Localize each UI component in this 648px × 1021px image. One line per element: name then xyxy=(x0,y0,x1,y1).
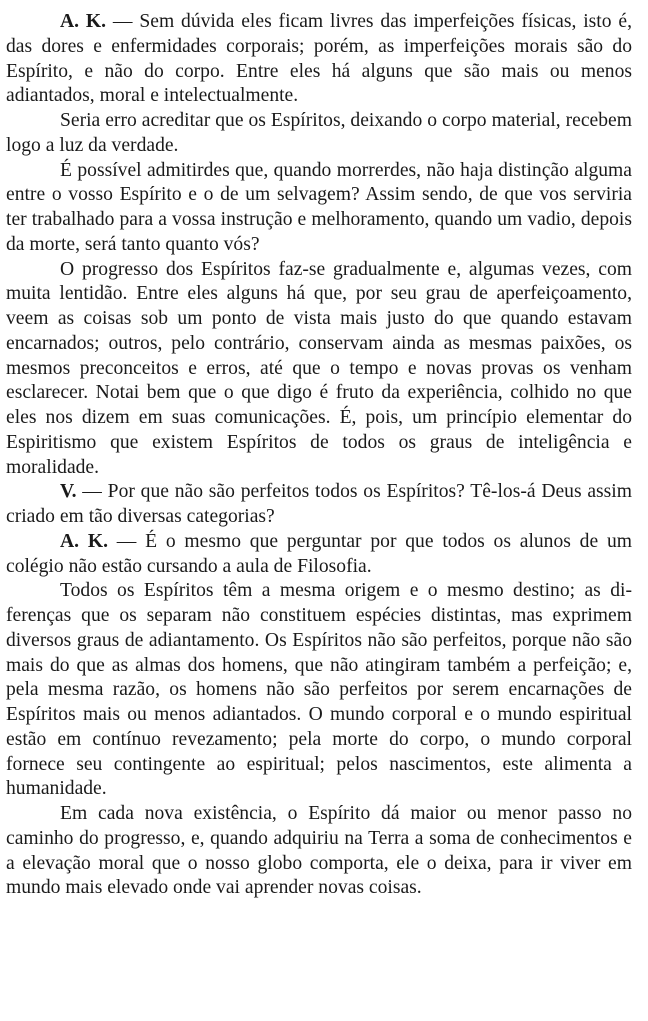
book-page xyxy=(6,10,632,901)
paragraph-5 xyxy=(6,480,632,530)
paragraph-text: Em cada nova existência, o Espírito dá maior ou menor passo no caminho do progresso, e, quando adquiriu na Terra a soma de conhecimentos e a elevação moral que o nosso globo comporta, ele o deixa, para ir viver em mundo mais elevado onde vai aprender novas coisas. xyxy=(6,803,632,899)
paragraph-8 xyxy=(6,802,632,901)
paragraph-2 xyxy=(6,109,632,159)
paragraph-text: É possível admitirdes que, quando morrerdes, não haja distinção alguma entre o vosso Espírito e o de um selvagem? Assim sendo, de que vos serviria ter trabalhado para a vossa instrução e melhoramento, quando um vadio, depois da morte, será tanto quanto vós? xyxy=(6,159,632,255)
speaker-label: V. xyxy=(60,481,77,503)
paragraph-7 xyxy=(6,579,632,802)
speaker-label: A. K. xyxy=(60,11,107,32)
paragraph-text: — É o mesmo que perguntar por que todos os alunos de um colégio não estão cursando a aula de Filosofia. xyxy=(6,530,632,577)
paragraph-text: O progresso dos Espíritos faz-se gradualmente e, algumas vezes, com muita lentidão. Entre eles alguns há que, por seu grau de aperfeiçoamento, veem as coisas sob um ponto de vista mais justo do que quando estavam encarnados; outros, pelo contrário, conservam ainda as mesmas paixões, os mesmos preconceitos e erros, até que o tempo e novas provas os venham esclarecer. Notai bem que o que digo é fruto da experiência, colhido no que eles nos dizem em suas comunicações. É, pois, um princípio elementar do Espiritismo que existem Espíritos de todos os graus de inteligência e moralidade. xyxy=(6,258,632,478)
paragraph-6 xyxy=(6,530,632,580)
speaker-label: A. K. xyxy=(60,530,108,552)
paragraph-text: — Sem dúvida eles ficam livres das imperfeições físicas, isto é, das dores e enfermidades corporais; porém, as imperfeições morais são do Espírito, e não do corpo. Entre eles há alguns que são mais ou menos adiantados, moral e intelectualmente. xyxy=(6,11,632,107)
paragraph-1 xyxy=(6,10,632,109)
paragraph-3 xyxy=(6,159,632,258)
paragraph-4 xyxy=(6,258,632,481)
paragraph-text: — Por que não são perfeitos todos os Espíritos? Tê-los-á Deus assim criado em tão diversas categorias? xyxy=(6,481,632,527)
paragraph-text: Todos os Espíritos têm a mesma origem e o mesmo destino; as diferenças que os separam não constituem espécies distintas, mas exprimem diversos graus de adiantamento. Os Espíritos não são perfeitos, porque não são mais do que as almas dos homens, que não atingiram também a perfeição; e, pela mesma razão, os homens não são perfeitos por serem encarnações de Espíritos mais ou menos adiantados. O mundo corporal e o mundo espiritual estão em contínuo revezamento; pela morte do corpo, o mundo corporal fornece seu contingente ao espiritual; pelos nascimentos, este alimenta a humanidade. xyxy=(6,580,632,800)
paragraph-text: Seria erro acreditar que os Espíritos, deixando o corpo material, recebem logo a luz da verdade. xyxy=(6,110,632,156)
